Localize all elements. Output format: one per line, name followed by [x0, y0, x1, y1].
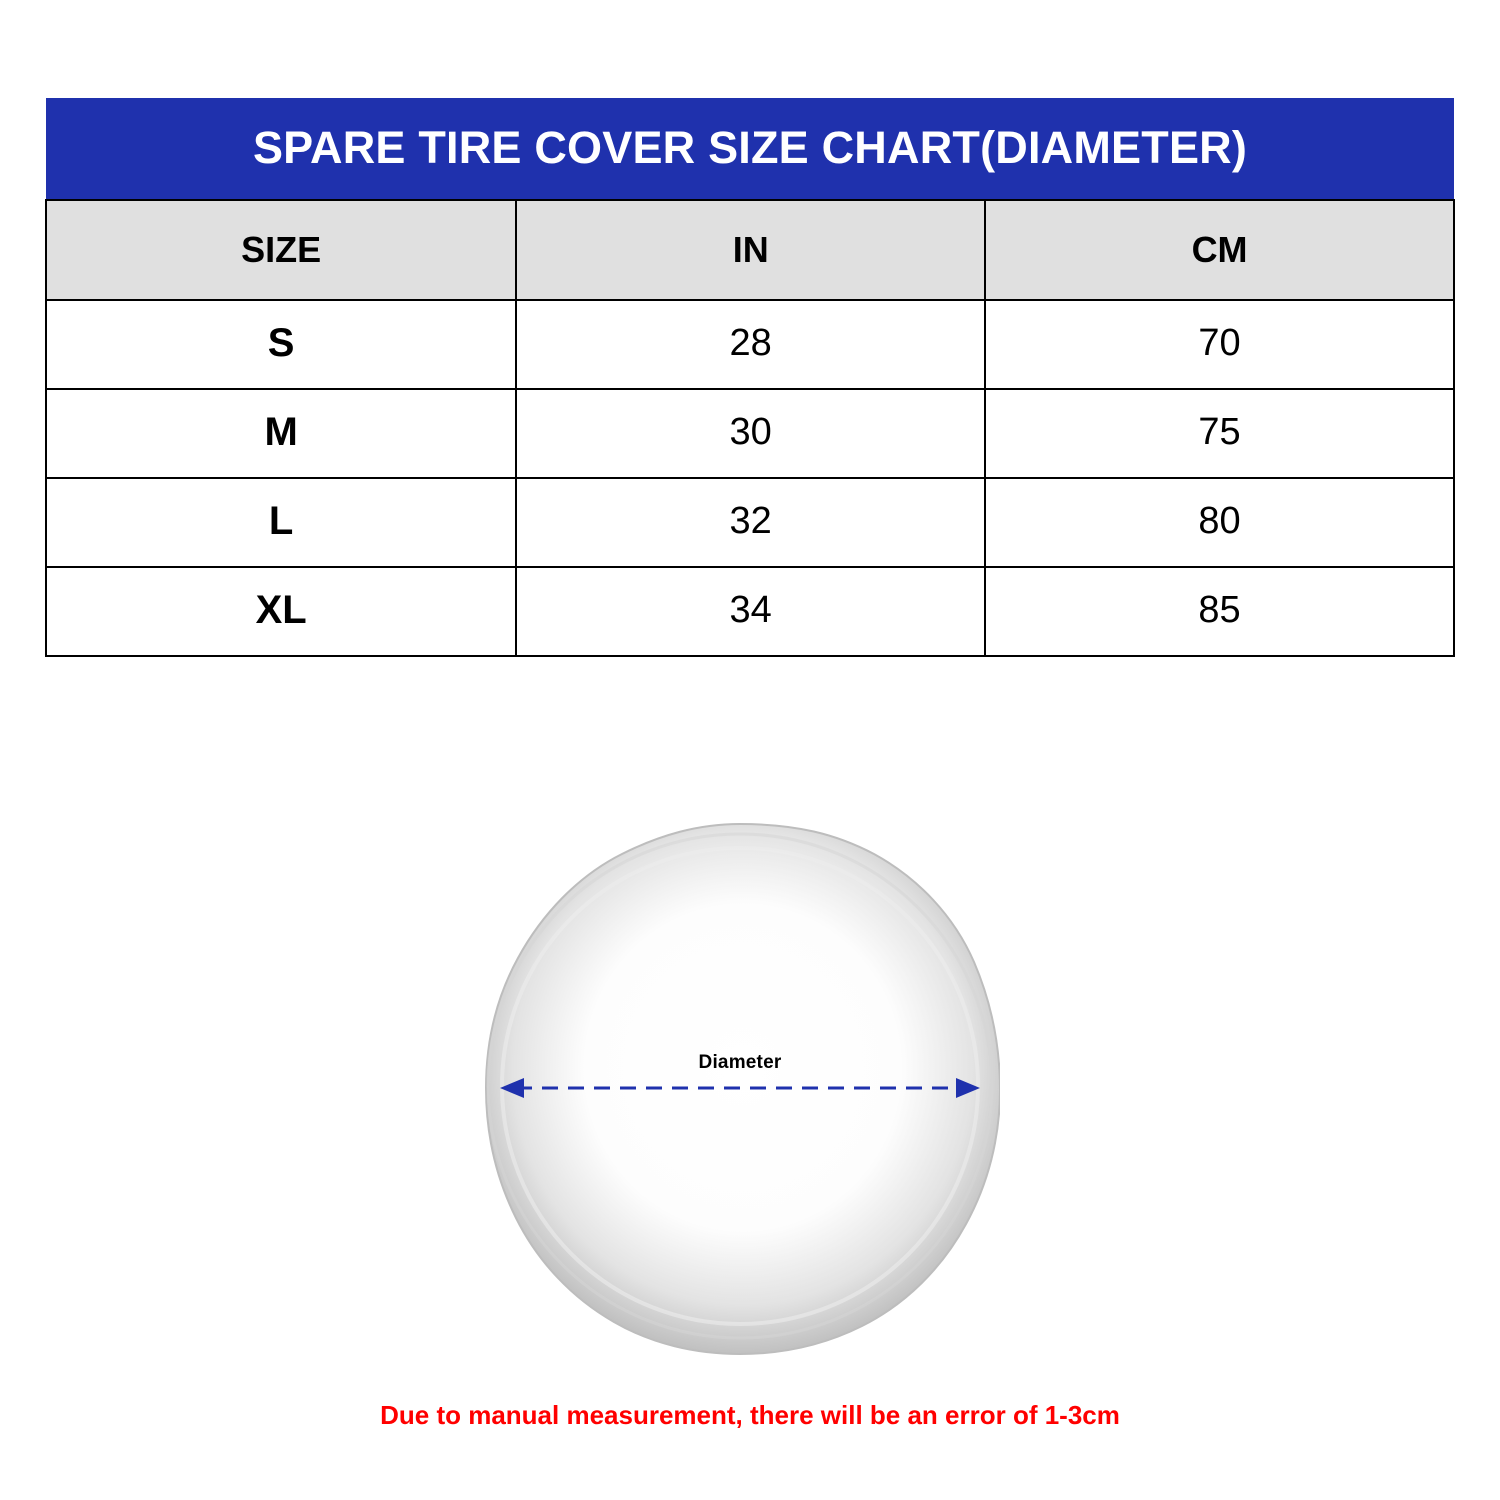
cell-cm: 85 [985, 567, 1454, 656]
cell-size: S [46, 300, 516, 389]
size-chart-container [45, 98, 1455, 657]
column-header-size: SIZE [46, 200, 516, 300]
table-row [46, 567, 1454, 656]
cell-cm: 75 [985, 389, 1454, 478]
cell-in: 32 [516, 478, 985, 567]
table-row [46, 389, 1454, 478]
diameter-label: Diameter [698, 1052, 782, 1073]
cell-in: 34 [516, 567, 985, 656]
tire-cover-illustration [480, 820, 1000, 1360]
table-row [46, 300, 1454, 389]
cell-cm: 70 [985, 300, 1454, 389]
chart-title-row [46, 98, 1454, 200]
cell-size: XL [46, 567, 516, 656]
cell-cm: 80 [985, 478, 1454, 567]
cell-in: 30 [516, 389, 985, 478]
measurement-note: Due to manual measurement, there will be an error of 1-3cm [380, 1400, 1120, 1430]
column-header-cm: CM [985, 200, 1454, 300]
tire-shape [486, 824, 1000, 1354]
cell-size: L [46, 478, 516, 567]
page-title: SPARE TIRE COVER SIZE CHART(DIAMETER) [46, 98, 1454, 200]
column-header-in: IN [516, 200, 985, 300]
cell-in: 28 [516, 300, 985, 389]
table-header-row [46, 200, 1454, 300]
cell-size: M [46, 389, 516, 478]
table-row [46, 478, 1454, 567]
size-chart-table [45, 98, 1455, 657]
